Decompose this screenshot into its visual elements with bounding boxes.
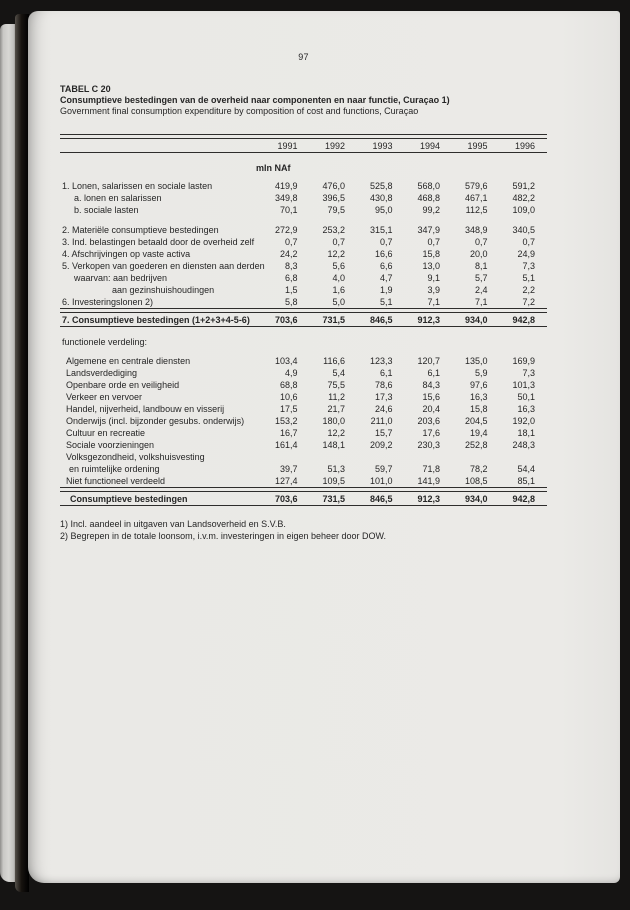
- row-label: Consumptieve bestedingen: [70, 494, 188, 504]
- table-row: [60, 355, 547, 367]
- row-value: 51,3: [327, 464, 345, 474]
- row-value: 180,0: [322, 416, 345, 426]
- row-value: 5,1: [379, 297, 393, 307]
- row-value: 16,3: [517, 404, 535, 414]
- row-value: 4,0: [332, 273, 345, 283]
- row-value: 2,4: [474, 285, 488, 295]
- row-value: 525,8: [369, 181, 393, 191]
- row-value: 396,5: [322, 193, 345, 203]
- row-value: 731,5: [322, 494, 345, 504]
- row-value: 349,8: [274, 193, 298, 203]
- row-value: 7,2: [522, 297, 535, 307]
- total-row-components: [60, 313, 547, 326]
- row-label: 7. Consumptieve bestedingen (1+2+3+4-5-6): [62, 315, 250, 325]
- row-value: 0,7: [522, 237, 535, 247]
- footnote: 2) Begrepen in de totale loonsom, i.v.m. investeringen in eigen beheer door DOW.: [60, 531, 387, 541]
- row-value: 468,8: [417, 193, 440, 203]
- book-spine-shadow: [15, 14, 29, 892]
- row-value: 348,9: [464, 225, 488, 235]
- statistics-table: [60, 134, 547, 506]
- row-value: 846,5: [369, 315, 393, 325]
- row-value: 203,6: [417, 416, 440, 426]
- header-bottom-rule: [60, 152, 547, 153]
- row-label: Handel, nijverheid, landbouw en visserij: [66, 404, 225, 414]
- row-value: 15,7: [374, 428, 393, 438]
- row-value: 4,9: [284, 368, 298, 378]
- row-value: 141,9: [417, 476, 440, 486]
- row-value: 8,1: [474, 261, 488, 271]
- row-value: 272,9: [274, 225, 298, 235]
- table-row: [60, 192, 547, 204]
- row-value: 161,4: [274, 440, 298, 450]
- row-value: 482,2: [512, 193, 535, 203]
- row-value: 347,9: [417, 225, 440, 235]
- row-value: 5,7: [474, 273, 488, 283]
- row-value: 5,1: [522, 273, 535, 283]
- row-value: 15,8: [469, 404, 488, 414]
- row-value: 17,5: [279, 404, 298, 414]
- row-value: 18,1: [517, 428, 535, 438]
- row-label: a. lonen en salarissen: [74, 193, 162, 203]
- table-row: [60, 367, 547, 379]
- row-label: Algemene en centrale diensten: [66, 356, 191, 366]
- row-value: 120,7: [417, 356, 440, 366]
- row-value: 84,3: [422, 380, 440, 390]
- table-row: [60, 451, 547, 463]
- row-value: 153,2: [274, 416, 298, 426]
- row-value: 13,0: [422, 261, 440, 271]
- row-value: 101,0: [369, 476, 393, 486]
- row-value: 108,5: [464, 476, 488, 486]
- row-value: 7,3: [522, 261, 535, 271]
- row-value: 731,5: [322, 315, 345, 325]
- row-label: en ruimtelijke ordening: [69, 464, 160, 474]
- table-row: [60, 236, 547, 248]
- row-value: 5,9: [474, 368, 488, 378]
- table-title-dutch: Consumptieve bestedingen van de overheid naar componenten en naar functie, Curaçao 1): [60, 95, 450, 105]
- row-value: 568,0: [417, 181, 440, 191]
- row-value: 103,4: [274, 356, 298, 366]
- table-row: [60, 415, 547, 427]
- row-value: 79,5: [327, 205, 345, 215]
- row-value: 7,3: [522, 368, 535, 378]
- row-label: Onderwijs (incl. bijzonder gesubs. onderwijs): [66, 416, 245, 426]
- row-value: 109,0: [512, 205, 535, 215]
- row-value: 12,2: [327, 249, 345, 259]
- row-value: 123,3: [369, 356, 393, 366]
- row-value: 54,4: [517, 464, 535, 474]
- document-page: [28, 11, 620, 883]
- row-value: 19,4: [469, 428, 488, 438]
- year-header: 1993: [372, 141, 393, 151]
- row-value: 934,0: [464, 494, 488, 504]
- row-value: 70,1: [279, 205, 298, 215]
- row-value: 8,3: [284, 261, 298, 271]
- table-row: [60, 379, 547, 391]
- row-value: 116,6: [323, 356, 345, 366]
- row-label: Landsverdediging: [66, 368, 138, 378]
- row-value: 0,7: [284, 237, 298, 247]
- row-value: 101,3: [512, 380, 535, 390]
- row-value: 59,7: [374, 464, 393, 474]
- year-header: 1996: [514, 141, 535, 151]
- row-value: 95,0: [374, 205, 393, 215]
- underlying-page-edge: [0, 24, 16, 882]
- row-value: 12,2: [327, 428, 345, 438]
- row-value: 315,1: [369, 225, 393, 235]
- table-row: [60, 248, 547, 260]
- table-row: [60, 391, 547, 403]
- row-value: 7,1: [474, 297, 488, 307]
- row-value: 467,1: [464, 193, 488, 203]
- table-row: [60, 224, 547, 236]
- row-value: 942,8: [512, 315, 535, 325]
- footnote: 1) Incl. aandeel in uitgaven van Landsoverheid en S.V.B.: [60, 519, 286, 529]
- row-value: 430,8: [369, 193, 393, 203]
- row-value: 16,6: [374, 249, 393, 259]
- row-value: 248,3: [512, 440, 535, 450]
- row-value: 340,5: [512, 225, 535, 235]
- row-value: 24,9: [517, 249, 535, 259]
- row-value: 11,2: [328, 392, 345, 402]
- row-value: 7,1: [427, 297, 440, 307]
- row-label: b. sociale lasten: [74, 205, 139, 215]
- function-rows-section: [60, 355, 547, 487]
- row-value: 127,4: [274, 476, 298, 486]
- row-label: 1. Lonen, salarissen en sociale lasten: [62, 181, 213, 191]
- row-value: 230,3: [417, 440, 440, 450]
- row-value: 0,7: [474, 237, 488, 247]
- row-value: 109,5: [322, 476, 345, 486]
- row-label: 3. Ind. belastingen betaald door de overheid zelf: [62, 237, 255, 247]
- row-value: 703,6: [274, 494, 298, 504]
- row-label: 5. Verkopen van goederen en diensten aan derden: [62, 261, 265, 271]
- row-value: 579,6: [464, 181, 488, 191]
- row-value: 10,6: [279, 392, 298, 402]
- table-id: TABEL C 20: [60, 84, 111, 94]
- row-value: 476,0: [322, 181, 345, 191]
- footnotes: [60, 518, 547, 542]
- row-value: 16,3: [469, 392, 488, 402]
- row-value: 71,8: [422, 464, 440, 474]
- row-value: 3,9: [427, 285, 440, 295]
- row-value: 1,9: [379, 285, 393, 295]
- row-value: 5,4: [332, 368, 345, 378]
- row-value: 148,1: [322, 440, 345, 450]
- row-value: 6,8: [284, 273, 298, 283]
- row-value: 5,8: [284, 297, 298, 307]
- row-label: Niet functioneel verdeeld: [66, 476, 166, 486]
- component-rows-section: [60, 180, 547, 308]
- row-value: 169,9: [512, 356, 535, 366]
- table-row: [60, 296, 547, 308]
- row-label: aan gezinshuishoudingen: [112, 285, 215, 295]
- row-value: 78,2: [469, 464, 488, 474]
- page-number: 97: [298, 52, 309, 62]
- section-label: functionele verdeling:: [62, 337, 148, 347]
- row-value: 20,0: [469, 249, 488, 259]
- row-value: 4,7: [379, 273, 393, 283]
- row-value: 1,6: [332, 285, 345, 295]
- row-value: 942,8: [512, 494, 535, 504]
- row-value: 21,7: [327, 404, 345, 414]
- row-value: 5,0: [332, 297, 345, 307]
- row-value: 912,3: [417, 494, 440, 504]
- row-value: 15,8: [422, 249, 440, 259]
- row-value: 0,7: [379, 237, 393, 247]
- row-value: 6,6: [379, 261, 393, 271]
- row-value: 39,7: [279, 464, 298, 474]
- row-value: 135,0: [464, 356, 488, 366]
- row-value: 591,2: [512, 181, 535, 191]
- row-value: 112,5: [465, 205, 488, 215]
- row-value: 1,5: [284, 285, 298, 295]
- row-value: 20,4: [422, 404, 440, 414]
- total2-bottom-rule: [60, 505, 547, 506]
- row-value: 24,2: [279, 249, 298, 259]
- row-label: waarvan: aan bedrijven: [74, 273, 168, 283]
- row-label: 4. Afschrijvingen op vaste activa: [62, 249, 191, 259]
- row-value: 75,5: [327, 380, 345, 390]
- row-label: Cultuur en recreatie: [66, 428, 146, 438]
- table-row: [60, 492, 547, 505]
- row-value: 0,7: [427, 237, 440, 247]
- row-value: 68,8: [279, 380, 298, 390]
- year-header: 1992: [324, 141, 345, 151]
- table-row: [60, 204, 547, 216]
- row-value: 419,9: [274, 181, 298, 191]
- table-row: [60, 475, 547, 487]
- table-year-header-row: [60, 139, 547, 152]
- table-row: [60, 439, 547, 451]
- year-header: 1994: [419, 141, 440, 151]
- table-row: [60, 463, 547, 475]
- row-value: 50,1: [517, 392, 535, 402]
- row-value: 15,6: [422, 392, 440, 402]
- row-label: Volksgezondheid, volkshuisvesting: [66, 452, 205, 462]
- row-value: 85,1: [517, 476, 535, 486]
- row-value: 253,2: [322, 225, 345, 235]
- row-label: Verkeer en vervoer: [66, 392, 143, 402]
- row-value: 192,0: [512, 416, 535, 426]
- row-value: 6,1: [427, 368, 440, 378]
- row-value: 204,5: [464, 416, 488, 426]
- row-value: 0,7: [332, 237, 345, 247]
- row-value: 9,1: [427, 273, 440, 283]
- row-value: 2,2: [522, 285, 535, 295]
- unit-label: mln NAf: [256, 163, 291, 173]
- row-value: 846,5: [369, 494, 393, 504]
- table-row: [60, 313, 547, 326]
- total-row-functions: [60, 492, 547, 505]
- table-title-english: Government final consumption expenditure by composition of cost and functions, Curaçao: [60, 106, 419, 116]
- row-value: 99,2: [422, 205, 440, 215]
- row-value: 6,1: [379, 368, 393, 378]
- row-value: 17,3: [374, 392, 393, 402]
- table-row: [60, 427, 547, 439]
- row-value: 5,6: [332, 261, 345, 271]
- row-value: 703,6: [274, 315, 298, 325]
- year-header: 1991: [277, 141, 298, 151]
- row-label: Openbare orde en veiligheid: [66, 380, 180, 390]
- row-value: 17,6: [422, 428, 440, 438]
- row-value: 97,6: [469, 380, 488, 390]
- row-label: 2. Materiële consumptieve bestedingen: [62, 225, 219, 235]
- table-row: [60, 272, 547, 284]
- table-row: [60, 180, 547, 192]
- row-value: 78,6: [374, 380, 393, 390]
- row-value: 24,6: [374, 404, 393, 414]
- row-label: 6. Investeringslonen 2): [62, 297, 154, 307]
- row-value: 912,3: [417, 315, 440, 325]
- row-value: 16,7: [279, 428, 298, 438]
- total1-bottom-rule: [60, 326, 547, 327]
- row-value: 209,2: [369, 440, 393, 450]
- row-value: 934,0: [464, 315, 488, 325]
- year-header: 1995: [467, 141, 488, 151]
- table-row: [60, 403, 547, 415]
- table-row: [60, 260, 547, 272]
- row-value: 252,8: [464, 440, 488, 450]
- row-value: 211,0: [370, 416, 393, 426]
- row-label: Sociale voorzieningen: [66, 440, 155, 450]
- table-row: [60, 284, 547, 296]
